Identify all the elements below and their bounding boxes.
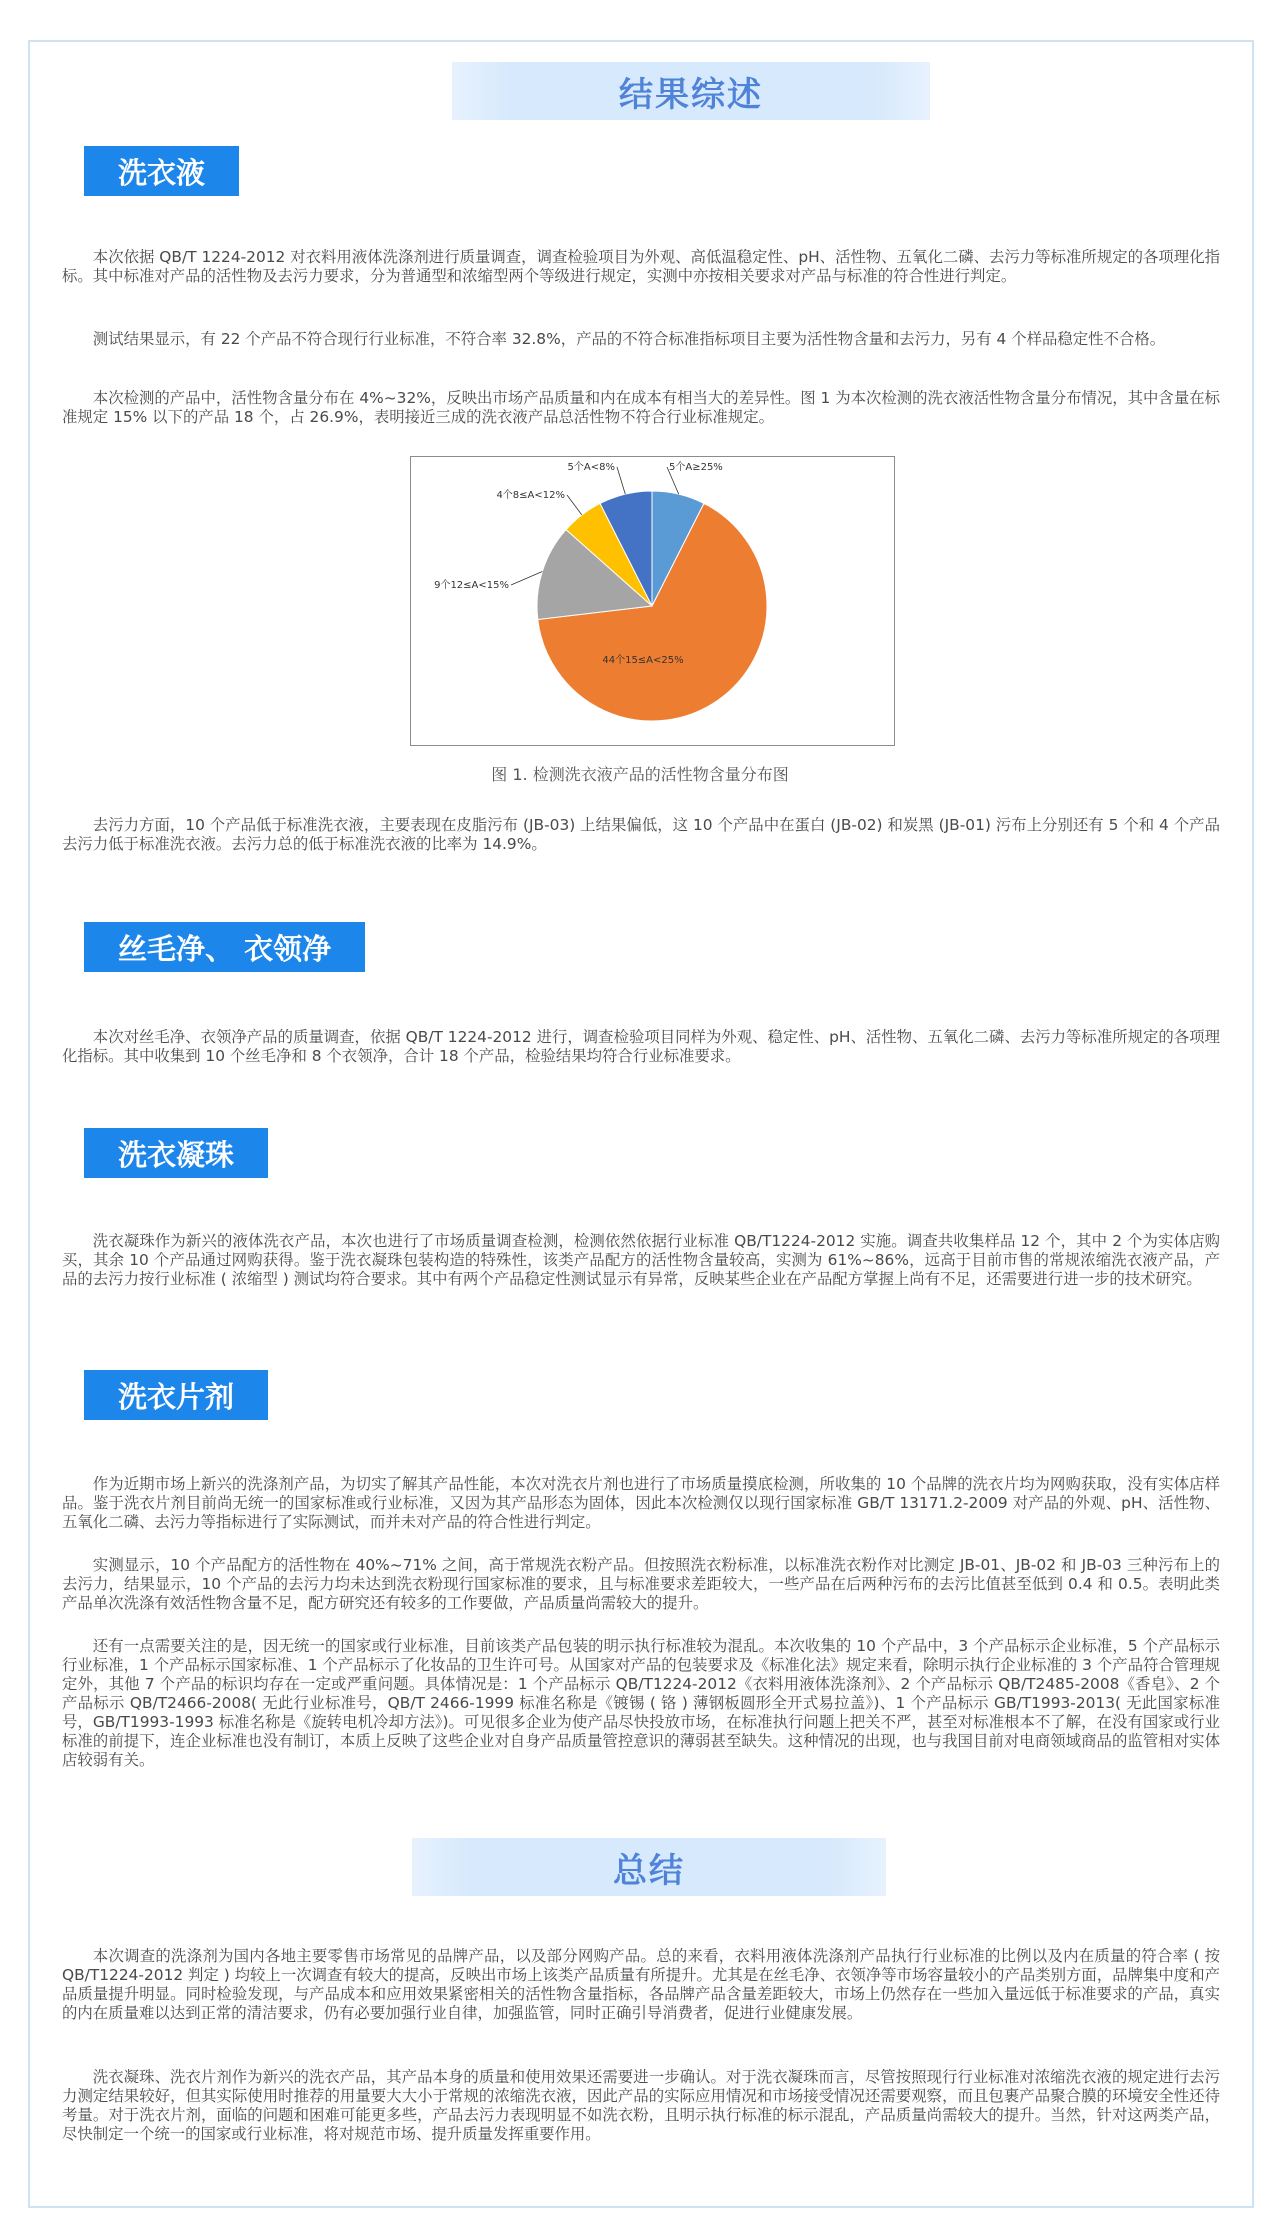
pie-label: 4个8≤A<12% [496,490,565,501]
pie-leader-line [567,495,582,515]
pie-leader-line [511,571,542,585]
paragraph: 本次检测的产品中，活性物含量分布在 4%~32%，反映出市场产品质量和内在成本有相当大的差异性。图 1 为本次检测的洗衣液活性物含量分布情况，其中含量在标准规定 15% 以下的产品 18 个，占 26.9%，表明接近三成的洗衣液产品总活性物不符合行业标准规定。 [62,389,1220,426]
paragraph: 洗衣凝珠、洗衣片剂作为新兴的洗衣产品，其产品本身的质量和使用效果还需要进一步确认。对于洗衣凝珠而言，尽管按照现行行业标准对浓缩洗衣液的规定进行去污力测定结果较好，但其实际使用时推荐的用量要大大小于常规的浓缩洗衣液，因此产品的实际应用情况和市场接受情况还需要观察，而且包裹产品聚合膜的环境安全性还待考量。对于洗衣片剂，面临的问题和困难可能更多些，产品去污力表现明显不如洗衣粉，且明示执行标准的标示混乱，产品质量尚需较大的提升。当然，针对这两类产品，尽快制定一个统一的国家或行业标准，将对规范市场、提升质量发挥重要作用。 [62,2068,1220,2143]
paragraph: 本次依据 QB/T 1224-2012 对衣料用液体洗涤剂进行质量调查，调查检验项目为外观、高低温稳定性、pH、活性物、五氧化二磷、去污力等标准所规定的各项理化指标。其中标准对产品的活性物及去污力要求，分为普通型和浓缩型两个等级进行规定，实测中亦按相关要求对产品与标准的符合性进行判定。 [62,248,1220,285]
paragraph: 本次对丝毛净、衣领净产品的质量调查，依据 QB/T 1224-2012 进行，调查检验项目同样为外观、稳定性、pH、活性物、五氧化二磷、去污力等标准所规定的各项理化指标。其中收集到 10 个丝毛净和 8 个衣领净，合计 18 个产品，检验结果均符合行业标准要求。 [62,1028,1220,1065]
figure-caption: 图 1. 检测洗衣液产品的活性物含量分布图 [491,765,789,784]
pie-label: 9个12≤A<15% [434,580,509,591]
paragraph: 还有一点需要关注的是，因无统一的国家或行业标准，目前该类产品包装的明示执行标准较为混乱。本次收集的 10 个产品中，3 个产品标示企业标准，5 个产品标示行业标准，1 个产品标示国家标准、1 个产品标示了化妆品的卫生许可号。从国家对产品的包装要求及《标准化法》规定来看，除明示执行企业标准的 3 个产品符合管理规定外，其他 7 个产品的标识均存在一定或严重问题。具体情况是：1 个产品标示 QB/T1224-2012《衣料用液体洗涤剂》、2 个产品标示 QB/T2485-2008《香皂》、2 个产品标示 QB/T2466-2008( 无此行业标准号，QB/T 2466-1999 标准名称是《镀锡 ( 铬 ) 薄钢板圆形全开式易拉盖》)、1 个产品标示 GB/T1993-2013( 无此国家标准号，GB/T1993-1993 标准名称是《旋转电机冷却方法》)。可见很多企业为使产品尽快投放市场，在标准执行问题上把关不严，甚至对标准根本不了解，在没有国家或行业标准的前提下，连企业标准也没有制订，本质上反映了这些企业对自身产品质量管控意识的薄弱甚至缺失。这种情况的出现，也与我国目前对电商领域商品的监管相对实体店较弱有关。 [62,1637,1220,1769]
pie-label: 5个A≥25% [669,462,723,473]
conclusion-title: 总结 [412,1838,886,1896]
pie-label: 44个15≤A<25% [602,655,684,666]
paragraph: 本次调查的洗涤剂为国内各地主要零售市场常见的品牌产品，以及部分网购产品。总的来看，衣料用液体洗涤剂产品执行行业标准的比例以及内在质量的符合率 ( 按 QB/T1224-2012 判定 ) 均较上一次调查有较大的提高，反映出市场上该类产品质量有所提升。尤其是在丝毛净、衣领净等市场容量较小的产品类别方面，品牌集中度和产品质量提升明显。同时检验发现，与产品成本和应用效果紧密相关的活性物含量指标，各品牌产品含量差距较大，市场上仍然存在一些加入量远低于标准要求的产品，真实的内在质量难以达到正常的清洁要求，仍有必要加强行业自律，加强监管，同时正确引导消费者，促进行业健康发展。 [62,1947,1220,2022]
pie-label: 5个A<8% [567,462,615,473]
paragraph: 去污力方面，10 个产品低于标准洗衣液，主要表现在皮脂污布 (JB-03) 上结果偏低，这 10 个产品中在蛋白 (JB-02) 和炭黑 (JB-01) 污布上分别还有 5 个和 4 个产品去污力低于标准洗衣液。去污力总的低于标准洗衣液的比率为 14.9%。 [62,816,1220,853]
summary-title: 结果综述 [452,62,930,120]
section-title-beads: 洗衣凝珠 [84,1128,268,1178]
paragraph: 洗衣凝珠作为新兴的液体洗衣产品，本次也进行了市场质量调查检测，检测依然依据行业标准 QB/T1224-2012 实施。调查共收集样品 12 个，其中 2 个为实体店购买，其余 10 个产品通过网购获得。鉴于洗衣凝珠包装构造的特殊性，该类产品配方的活性物含量较高，实测为 61%~86%，远高于目前市售的常规浓缩洗衣液产品，产品的去污力按行业标准 ( 浓缩型 ) 测试均符合要求。其中有两个产品稳定性测试显示有异常，反映某些企业在产品配方掌握上尚有不足，还需要进行进一步的技术研究。 [62,1232,1220,1288]
paragraph: 作为近期市场上新兴的洗涤剂产品，为切实了解其产品性能，本次对洗衣片剂也进行了市场质量摸底检测，所收集的 10 个品牌的洗衣片均为网购获取，没有实体店样品。鉴于洗衣片剂目前尚无统一的国家标准或行业标准，又因为其产品形态为固体，因此本次检测仅以现行国家标准 GB/T 13171.2-2009 对产品的外观、pH、活性物、五氧化二磷、去污力等指标进行了实际测试，而并未对产品的符合性进行判定。 [62,1475,1220,1531]
section-title-tablets: 洗衣片剂 [84,1370,268,1420]
pie-chart [410,456,895,746]
section-title-wool: 丝毛净、 衣领净 [84,922,365,972]
pie-leader-line [617,467,625,494]
section-title-liquid: 洗衣液 [84,146,239,196]
paragraph: 测试结果显示，有 22 个产品不符合现行行业标准，不符合率 32.8%，产品的不符合标准指标项目主要为活性物含量和去污力，另有 4 个样品稳定性不合格。 [92,330,1166,348]
paragraph: 实测显示，10 个产品配方的活性物在 40%~71% 之间，高于常规洗衣粉产品。但按照洗衣粉标准，以标准洗衣粉作对比测定 JB-01、JB-02 和 JB-03 三种污布上的去污力，结果显示，10 个产品的去污力均未达到洗衣粉现行国家标准的要求，且与标准要求差距较大，一些产品在后两种污布的去污比值甚至低到 0.4 和 0.5。表明此类产品单次洗涤有效活性物含量不足，配方研究还有较多的工作要做，产品质量尚需较大的提升。 [62,1556,1220,1612]
